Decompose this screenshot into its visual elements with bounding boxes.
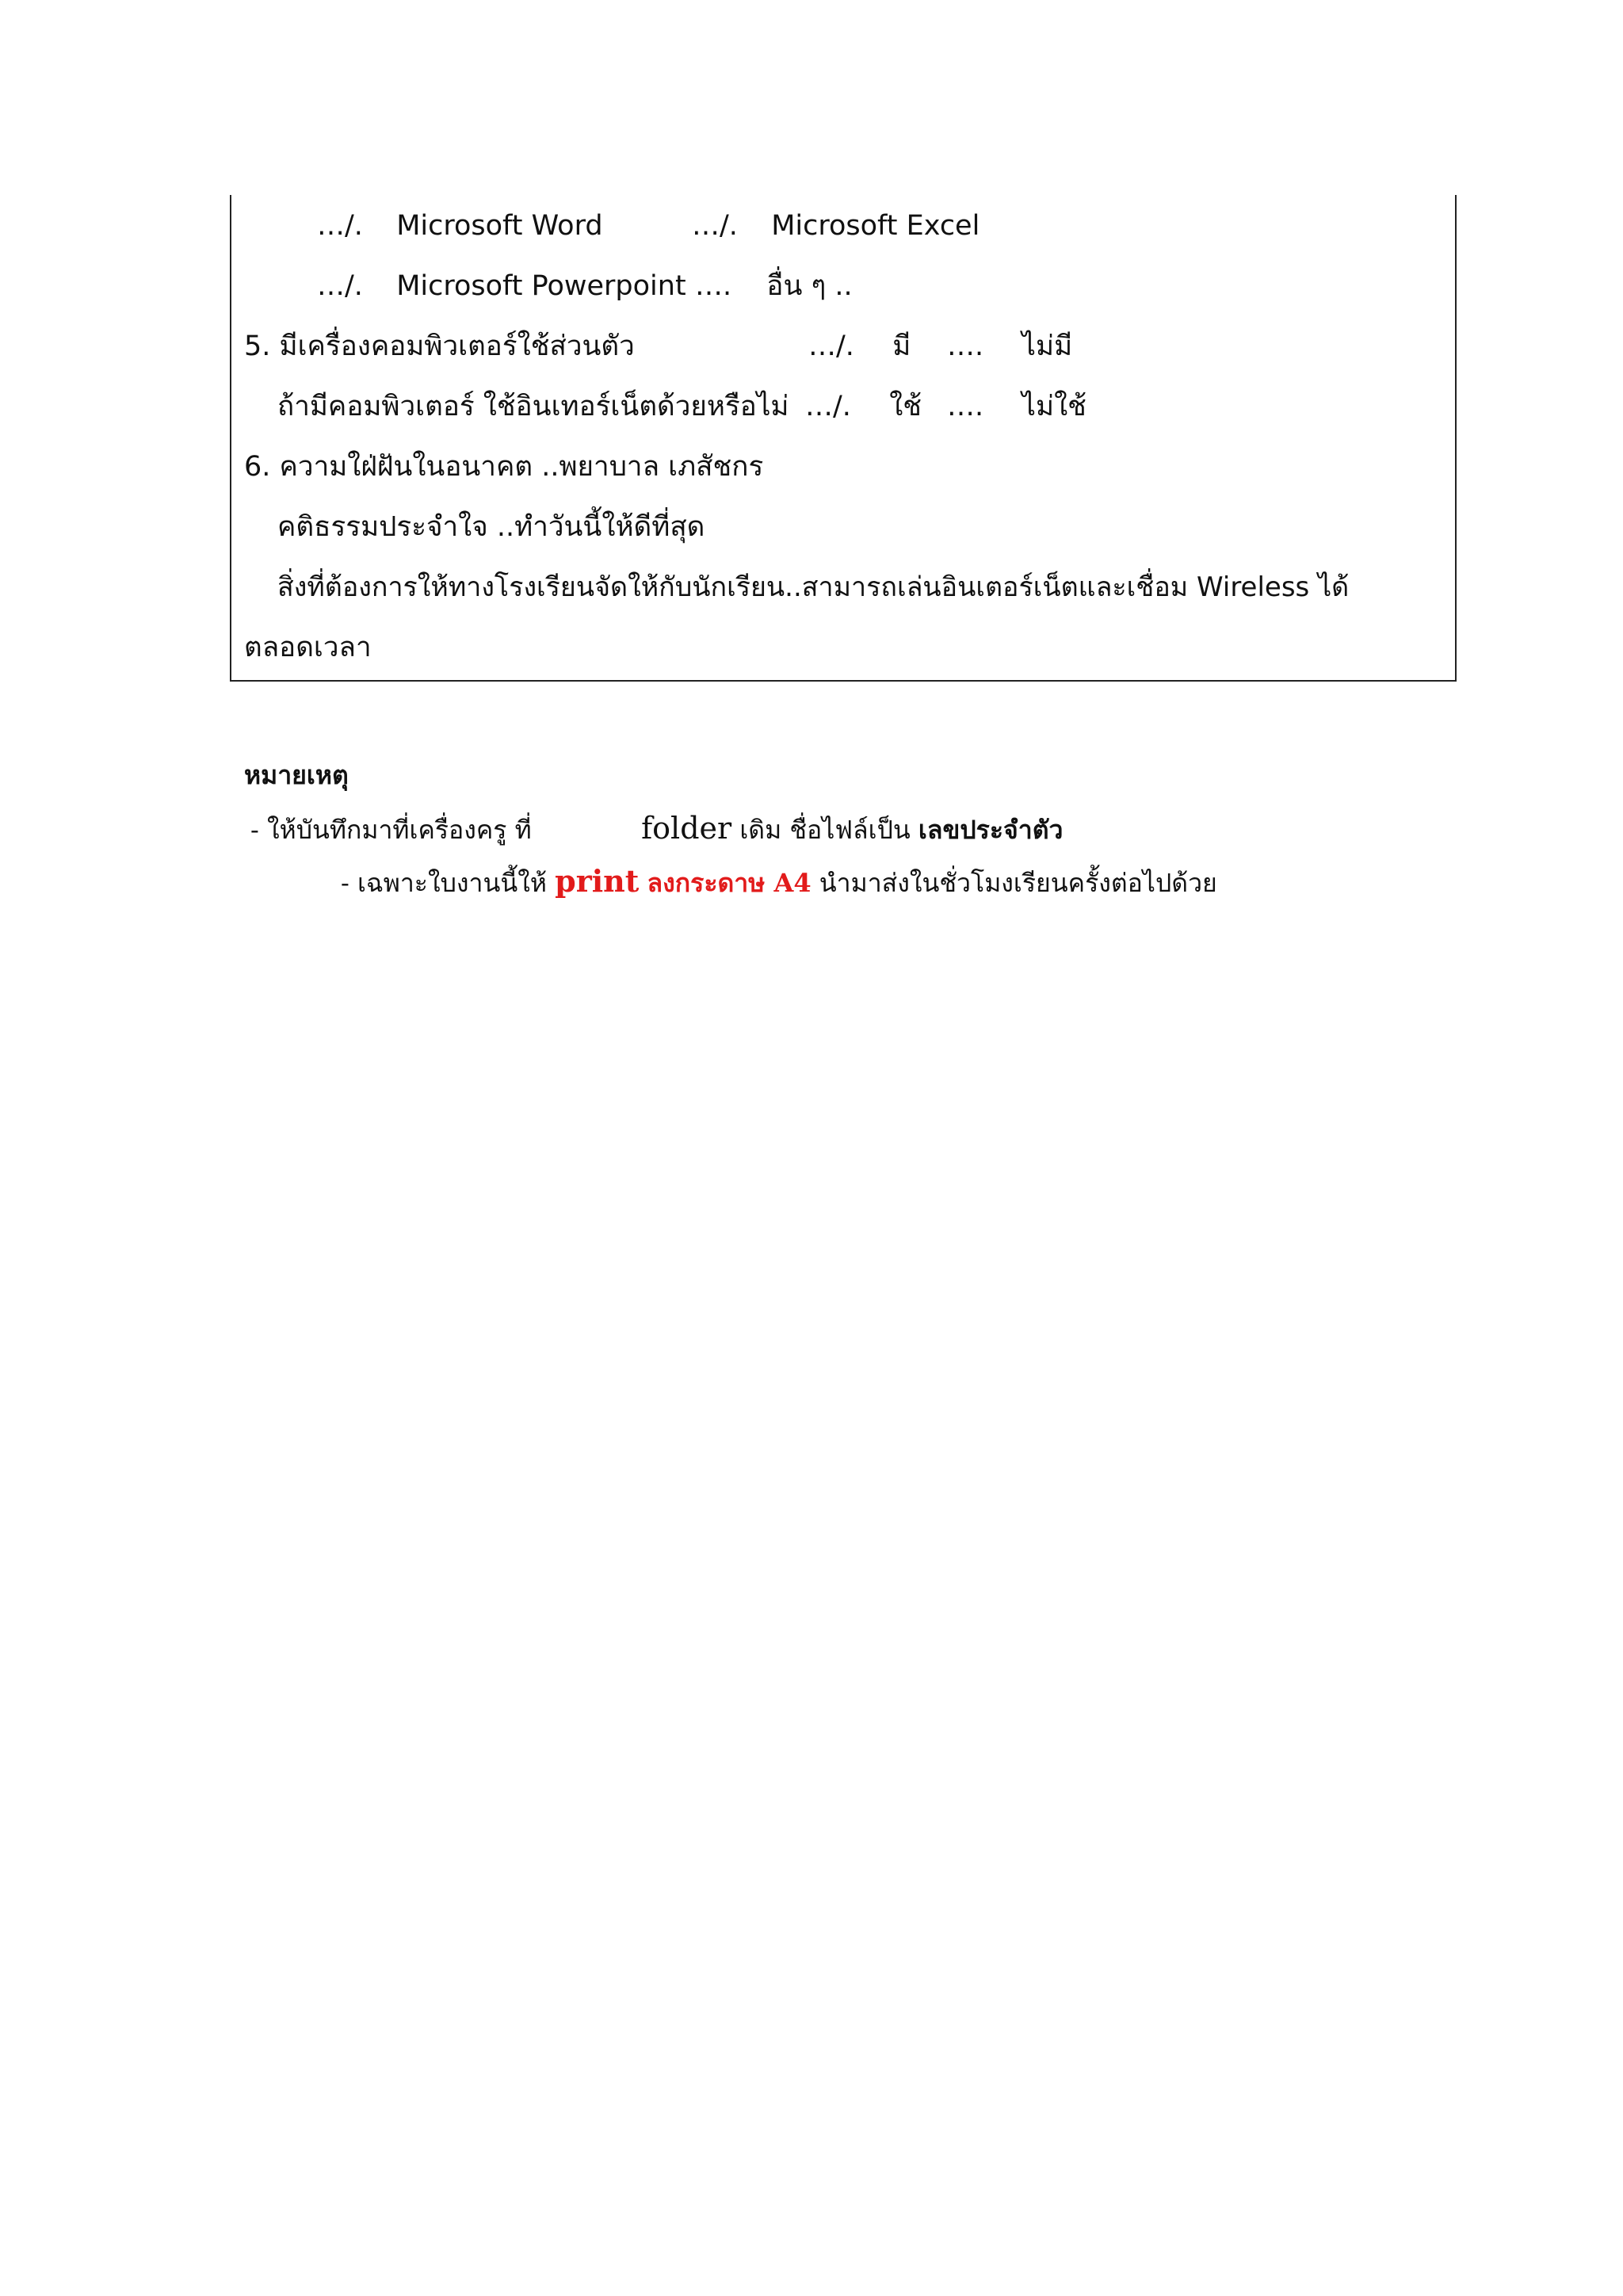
q5-sub-no-mark: ….: [947, 391, 984, 422]
other-check-mark: ….: [695, 270, 732, 302]
notes-item-2-suffix: นำมาส่งในชั่วโมงเรียนครั้งต่อไปด้วย: [819, 868, 1217, 898]
q5-no-mark: ….: [947, 330, 984, 362]
question-6-dream: 6. ความใฝ่ฝันในอนาคต ..พยาบาล เภสัชกร: [244, 451, 764, 483]
question-5-option-no: [947, 330, 1072, 362]
q5-no-label: ไม่มี: [1022, 330, 1073, 362]
notes-item-2-prefix: - เฉพาะใบงานนี้ให้: [341, 868, 556, 898]
software-row-1-col2: [692, 210, 980, 242]
powerpoint-label: Microsoft Powerpoint: [396, 270, 686, 302]
question-6-motto: คติธรรมประจำใจ ..ทำวันนี้ให้ดีที่สุด: [277, 511, 705, 543]
notes-item-1-middle: เดิม ชื่อไฟล์เป็น: [739, 815, 911, 845]
other-label: อื่น ๆ ..: [766, 270, 853, 302]
question-6-wish-line-1: สิ่งที่ต้องการให้ทางโรงเรียนจัดให้กับนักเรียน..สามารถเล่นอินเตอร์เน็ตและเชื่อม Wireless ได้: [277, 571, 1350, 603]
question-6-wish-line-2: ตลอดเวลา: [244, 632, 372, 663]
word-label: Microsoft Word: [396, 210, 603, 242]
software-row-1: [317, 210, 603, 242]
notes-heading: หมายเหตุ: [244, 760, 349, 790]
form-box: [230, 195, 1457, 682]
question-5-sub-label: ถ้ามีคอมพิวเตอร์ ใช้อินเทอร์เน็ตด้วยหรือไม่: [277, 391, 789, 422]
question-5-option-yes: [808, 330, 911, 362]
q5-yes-mark: …/.: [808, 330, 854, 362]
software-row-2: [317, 270, 686, 302]
notes-item-1-bold: เลขประจำตัว: [918, 815, 1064, 845]
notes-item-1-prefix: - ให้บันทึกมาที่เครื่องครู ที่: [250, 815, 532, 845]
q5-yes-label: มี: [892, 330, 911, 362]
powerpoint-check-mark: …/.: [317, 270, 363, 302]
q5-sub-yes-label: ใช้: [889, 391, 922, 422]
excel-check-mark: …/.: [692, 210, 738, 242]
notes-item-2: [341, 865, 1217, 899]
notes-item-1: [250, 812, 1064, 846]
question-5-sub-option-yes: [805, 391, 922, 422]
word-check-mark: …/.: [317, 210, 363, 242]
question-5-label: 5. มีเครื่องคอมพิวเตอร์ใช้ส่วนตัว: [244, 330, 635, 362]
q5-sub-no-label: ไม่ใช้: [1022, 391, 1086, 422]
notes-item-2-print: print: [555, 863, 640, 899]
question-5-sub-option-no: [947, 391, 1086, 422]
q5-sub-yes-mark: …/.: [805, 391, 851, 422]
notes-item-2-paper: ลงกระดาษ A4: [647, 868, 812, 898]
software-row-2-col2: [695, 270, 853, 302]
excel-label: Microsoft Excel: [771, 210, 980, 242]
notes-item-1-folder: folder: [641, 811, 732, 846]
